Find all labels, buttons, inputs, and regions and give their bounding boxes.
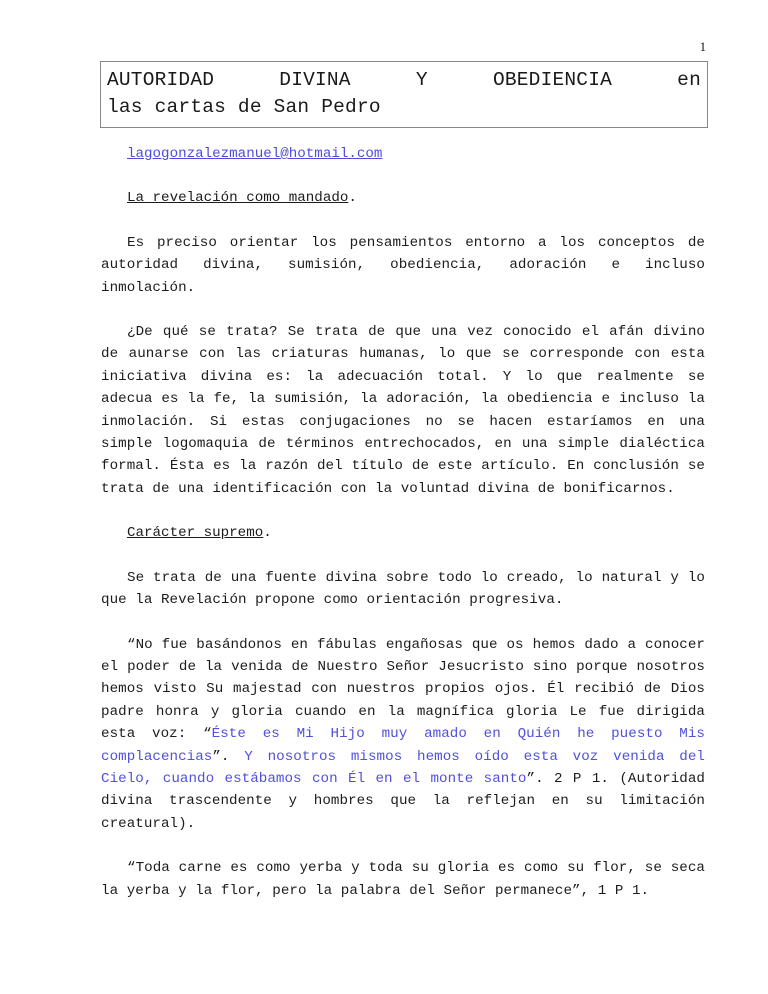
paragraph-5-scripture-quote: “Toda carne es como yerba y toda su gloria es como su flor, se seca la yerba y la flor, pero la palabra del Señor permanece”, 1 P 1. [101, 860, 705, 899]
spacer [101, 500, 705, 522]
section-heading-1-label: La revelación como mandado [127, 190, 349, 207]
paragraph-3: Se trata de una fuente divina sobre todo lo creado, lo natural y lo que la Revelación propone como orientación progresiva. [101, 569, 705, 609]
section-heading-2 [101, 522, 705, 544]
section-heading-1 [101, 187, 705, 209]
page-number: 1 [699, 40, 706, 54]
quote-part-2: ”. [212, 748, 245, 765]
section-heading-1-period: . [348, 190, 357, 207]
paragraph-4-scripture-quote [101, 634, 705, 836]
quote-highlight-2: Y nosotros mismos hemos oído esta voz venida del Cielo, cuando estábamos con Él en el monte santo [101, 748, 705, 787]
title-box [100, 61, 708, 128]
spacer [101, 612, 705, 634]
body-column [101, 143, 705, 902]
quote-part-1: “No fue basándonos en fábulas engañosas que os hemos dado a conocer el poder de la venida de Nuestro Señor Jesucristo sino porque nosotros hemos visto Su majestad con nuestros propios ojos. Él recibió de Dios padre honra y gloria cuando en la magnífica gloria Le fue dirigida esta voz: “ [101, 636, 705, 743]
section-heading-2-period: . [263, 525, 272, 542]
spacer [101, 835, 705, 857]
title-line-2: las cartas de San Pedro [107, 96, 381, 118]
document-title [107, 67, 701, 121]
spacer [101, 165, 705, 187]
spacer [101, 545, 705, 567]
spacer [101, 210, 705, 232]
section-heading-2-label: Carácter supremo [127, 525, 264, 542]
quote-part-3: ”. 2 P 1. (Autoridad divina trascendente y hombres que la reflejan en su limitación creatural). [101, 770, 705, 832]
quote-highlight-1: Éste es Mi Hijo muy amado en Quién he puesto Mis complacencias [101, 726, 705, 765]
title-line-1: AUTORIDAD DIVINA Y OBEDIENCIA en [107, 69, 701, 91]
email-line [101, 143, 705, 165]
author-email-link[interactable]: lagogonzalezmanuel@hotmail.com [127, 146, 383, 162]
paragraph-1: Es preciso orientar los pensamientos entorno a los conceptos de autoridad divina, sumisión, obediencia, adoración e incluso inmolación. [101, 234, 705, 296]
spacer [101, 299, 705, 321]
paragraph-2: ¿De qué se trata? Se trata de que una vez conocido el afán divino de aunarse con las criaturas humanas, lo que se corresponde con esta iniciativa divina es: la adecuación total. Y lo que realmente se adecua es la fe, la sumisión, la adoración, la obediencia e incluso la inmolación. Si estas conjugaciones no se hacen estaríamos en una simple logomaquia de términos entrechocados, en una simple dialéctica formal. Ésta es la razón del título de este artículo. En conclusión se trata de una identificación con la voluntad divina de bonificarnos. [101, 324, 705, 497]
